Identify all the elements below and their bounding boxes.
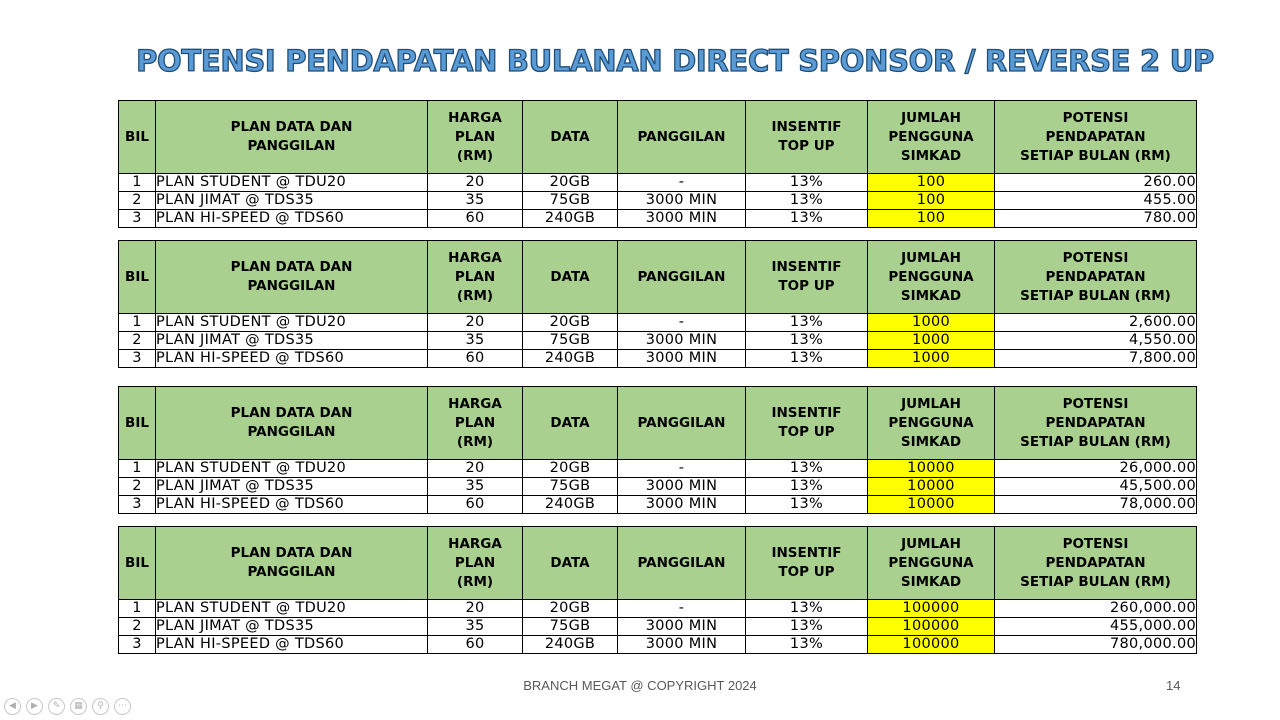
header-jumlah-text: JUMLAH xyxy=(901,249,961,266)
header-jumlah xyxy=(868,101,995,174)
next-slide-icon[interactable]: ▶ xyxy=(26,698,43,715)
cell-potensi: 7,800.00 xyxy=(995,350,1197,368)
header-potensi-text: PENDAPATAN xyxy=(1045,128,1146,145)
cell-harga: 35 xyxy=(428,478,523,496)
cell-plan: PLAN STUDENT @ TDU20 xyxy=(156,460,428,478)
header-potensi-text: POTENSI xyxy=(1062,109,1129,126)
header-data xyxy=(523,101,618,174)
header-potensi xyxy=(995,101,1197,174)
header-panggilan xyxy=(618,527,746,600)
header-jumlah-text: SIMKAD xyxy=(900,147,962,164)
header-insentif xyxy=(746,241,868,314)
table-row xyxy=(119,460,1197,478)
header-plan-text: PANGGILAN xyxy=(247,564,336,580)
header-jumlah-text: SIMKAD xyxy=(900,433,962,450)
table-row xyxy=(119,314,1197,332)
header-bil xyxy=(119,241,156,314)
cell-jumlah-pengguna: 100 xyxy=(868,192,995,210)
cell-jumlah-pengguna: 1000 xyxy=(868,350,995,368)
header-jumlah-text: SIMKAD xyxy=(900,573,962,590)
header-bil-text: BIL xyxy=(125,414,149,431)
header-jumlah-text: PENGGUNA xyxy=(888,268,974,285)
table-row xyxy=(119,496,1197,514)
cell-jumlah-pengguna: 100000 xyxy=(868,600,995,618)
table-row xyxy=(119,332,1197,350)
header-insentif xyxy=(746,527,868,600)
header-data-text: DATA xyxy=(550,268,590,285)
cell-bil: 1 xyxy=(119,460,156,478)
header-panggilan-text: PANGGILAN xyxy=(637,128,726,145)
header-harga-text: PLAN xyxy=(454,268,496,285)
cell-jumlah-pengguna: 10000 xyxy=(868,496,995,514)
table-row xyxy=(119,350,1197,368)
header-harga xyxy=(428,527,523,600)
cell-harga: 60 xyxy=(428,496,523,514)
more-icon[interactable]: ⋯ xyxy=(114,698,131,715)
header-bil xyxy=(119,101,156,174)
cell-bil: 2 xyxy=(119,478,156,496)
cell-jumlah-pengguna: 100 xyxy=(868,174,995,192)
header-jumlah xyxy=(868,241,995,314)
header-plan-text: PLAN DATA DAN xyxy=(230,259,353,275)
header-jumlah-text: PENGGUNA xyxy=(888,128,974,145)
table-header-row xyxy=(119,101,1197,174)
cell-harga: 20 xyxy=(428,174,523,192)
cell-plan: PLAN HI-SPEED @ TDS60 xyxy=(156,636,428,654)
header-potensi-text: POTENSI xyxy=(1062,395,1129,412)
header-potensi-text: SETIAP BULAN (RM) xyxy=(1020,433,1171,450)
header-potensi-text: SETIAP BULAN (RM) xyxy=(1020,147,1171,164)
cell-harga: 60 xyxy=(428,350,523,368)
cell-panggilan: - xyxy=(618,174,746,192)
cell-panggilan: - xyxy=(618,314,746,332)
header-plan xyxy=(156,527,428,600)
cell-jumlah-pengguna: 1000 xyxy=(868,332,995,350)
header-potensi-text: PENDAPATAN xyxy=(1045,554,1146,571)
cell-harga: 20 xyxy=(428,460,523,478)
cell-insentif: 13% xyxy=(746,332,868,350)
header-potensi xyxy=(995,527,1197,600)
cell-bil: 3 xyxy=(119,210,156,228)
cell-data: 75GB xyxy=(523,618,618,636)
header-insentif-text: TOP UP xyxy=(778,278,835,294)
cell-plan: PLAN STUDENT @ TDU20 xyxy=(156,314,428,332)
header-insentif-text: TOP UP xyxy=(778,564,835,580)
cell-insentif: 13% xyxy=(746,636,868,654)
header-insentif xyxy=(746,101,868,174)
cell-bil: 3 xyxy=(119,350,156,368)
table-row xyxy=(119,210,1197,228)
plan-table xyxy=(118,100,1197,228)
header-harga-text: HARGA xyxy=(448,109,502,126)
header-potensi-text: POTENSI xyxy=(1062,535,1129,552)
cell-potensi: 260.00 xyxy=(995,174,1197,192)
cell-data: 20GB xyxy=(523,174,618,192)
pen-icon[interactable]: ✎ xyxy=(48,698,65,715)
header-panggilan-text: PANGGILAN xyxy=(637,554,726,571)
cell-potensi: 455.00 xyxy=(995,192,1197,210)
plan-table xyxy=(118,240,1197,368)
cell-panggilan: 3000 MIN xyxy=(618,210,746,228)
header-harga xyxy=(428,101,523,174)
slides-icon[interactable]: ▦ xyxy=(70,698,87,715)
cell-insentif: 13% xyxy=(746,618,868,636)
cell-data: 20GB xyxy=(523,600,618,618)
page-title: POTENSI PENDAPATAN BULANAN DIRECT SPONSOR / REVERSE 2 UP xyxy=(136,44,1214,78)
table-row xyxy=(119,174,1197,192)
header-plan-text: PANGGILAN xyxy=(247,424,336,440)
header-plan xyxy=(156,101,428,174)
cell-potensi: 780,000.00 xyxy=(995,636,1197,654)
header-panggilan-text: PANGGILAN xyxy=(637,414,726,431)
cell-plan: PLAN JIMAT @ TDS35 xyxy=(156,332,428,350)
zoom-icon[interactable]: ⚲ xyxy=(92,698,109,715)
cell-harga: 20 xyxy=(428,314,523,332)
header-harga-text: HARGA xyxy=(448,395,502,412)
header-harga-text: HARGA xyxy=(448,535,502,552)
header-potensi xyxy=(995,387,1197,460)
header-panggilan xyxy=(618,101,746,174)
header-bil-text: BIL xyxy=(125,128,149,145)
header-plan-text: PLAN DATA DAN xyxy=(230,405,353,421)
slideshow-toolbar xyxy=(4,698,131,715)
cell-insentif: 13% xyxy=(746,210,868,228)
table-row xyxy=(119,636,1197,654)
previous-slide-icon[interactable]: ◀ xyxy=(4,698,21,715)
cell-bil: 1 xyxy=(119,314,156,332)
cell-jumlah-pengguna: 10000 xyxy=(868,478,995,496)
cell-panggilan: - xyxy=(618,600,746,618)
cell-harga: 60 xyxy=(428,636,523,654)
header-jumlah-text: PENGGUNA xyxy=(888,414,974,431)
header-insentif-text: INSENTIF xyxy=(771,259,842,275)
header-potensi-text: PENDAPATAN xyxy=(1045,414,1146,431)
table-row xyxy=(119,600,1197,618)
header-potensi-text: PENDAPATAN xyxy=(1045,268,1146,285)
header-plan-text: PANGGILAN xyxy=(247,278,336,294)
header-jumlah-text: PENGGUNA xyxy=(888,554,974,571)
header-plan xyxy=(156,241,428,314)
header-bil-text: BIL xyxy=(125,268,149,285)
cell-plan: PLAN STUDENT @ TDU20 xyxy=(156,174,428,192)
table-row xyxy=(119,192,1197,210)
cell-plan: PLAN HI-SPEED @ TDS60 xyxy=(156,496,428,514)
cell-data: 75GB xyxy=(523,478,618,496)
cell-potensi: 26,000.00 xyxy=(995,460,1197,478)
header-harga-text: (RM) xyxy=(456,573,494,590)
cell-insentif: 13% xyxy=(746,600,868,618)
cell-insentif: 13% xyxy=(746,460,868,478)
plan-table xyxy=(118,386,1197,514)
cell-harga: 35 xyxy=(428,618,523,636)
header-insentif-text: INSENTIF xyxy=(771,545,842,561)
header-data xyxy=(523,241,618,314)
header-data-text: DATA xyxy=(550,554,590,571)
cell-panggilan: 3000 MIN xyxy=(618,350,746,368)
header-harga-text: (RM) xyxy=(456,147,494,164)
header-harga-text: (RM) xyxy=(456,433,494,450)
header-potensi xyxy=(995,241,1197,314)
cell-potensi: 780.00 xyxy=(995,210,1197,228)
cell-plan: PLAN JIMAT @ TDS35 xyxy=(156,618,428,636)
cell-potensi: 2,600.00 xyxy=(995,314,1197,332)
header-data xyxy=(523,527,618,600)
header-insentif-text: INSENTIF xyxy=(771,119,842,135)
header-harga-text: PLAN xyxy=(454,128,496,145)
table-header-row xyxy=(119,241,1197,314)
header-harga xyxy=(428,387,523,460)
cell-potensi: 78,000.00 xyxy=(995,496,1197,514)
header-jumlah-text: JUMLAH xyxy=(901,395,961,412)
cell-plan: PLAN JIMAT @ TDS35 xyxy=(156,478,428,496)
header-data xyxy=(523,387,618,460)
cell-bil: 3 xyxy=(119,496,156,514)
cell-bil: 2 xyxy=(119,192,156,210)
header-bil xyxy=(119,527,156,600)
table-header-row xyxy=(119,387,1197,460)
cell-jumlah-pengguna: 10000 xyxy=(868,460,995,478)
cell-potensi: 4,550.00 xyxy=(995,332,1197,350)
cell-jumlah-pengguna: 100 xyxy=(868,210,995,228)
header-plan-text: PANGGILAN xyxy=(247,138,336,154)
cell-plan: PLAN HI-SPEED @ TDS60 xyxy=(156,210,428,228)
table-header-row xyxy=(119,527,1197,600)
header-panggilan xyxy=(618,241,746,314)
page-number: 14 xyxy=(1166,678,1181,693)
cell-data: 20GB xyxy=(523,460,618,478)
cell-plan: PLAN HI-SPEED @ TDS60 xyxy=(156,350,428,368)
cell-data: 240GB xyxy=(523,636,618,654)
cell-data: 20GB xyxy=(523,314,618,332)
header-insentif-text: TOP UP xyxy=(778,424,835,440)
header-plan xyxy=(156,387,428,460)
header-jumlah-text: JUMLAH xyxy=(901,535,961,552)
header-panggilan-text: PANGGILAN xyxy=(637,268,726,285)
cell-panggilan: - xyxy=(618,460,746,478)
header-jumlah-text: JUMLAH xyxy=(901,109,961,126)
table-row xyxy=(119,478,1197,496)
cell-data: 240GB xyxy=(523,210,618,228)
cell-harga: 35 xyxy=(428,332,523,350)
cell-insentif: 13% xyxy=(746,350,868,368)
cell-insentif: 13% xyxy=(746,314,868,332)
cell-bil: 2 xyxy=(119,618,156,636)
cell-plan: PLAN JIMAT @ TDS35 xyxy=(156,192,428,210)
header-insentif-text: TOP UP xyxy=(778,138,835,154)
footer-copyright: BRANCH MEGAT @ COPYRIGHT 2024 xyxy=(523,678,757,693)
header-insentif-text: INSENTIF xyxy=(771,405,842,421)
cell-data: 75GB xyxy=(523,332,618,350)
cell-bil: 1 xyxy=(119,600,156,618)
cell-insentif: 13% xyxy=(746,192,868,210)
header-potensi-text: POTENSI xyxy=(1062,249,1129,266)
header-potensi-text: SETIAP BULAN (RM) xyxy=(1020,287,1171,304)
header-jumlah xyxy=(868,387,995,460)
header-jumlah xyxy=(868,527,995,600)
header-data-text: DATA xyxy=(550,414,590,431)
cell-panggilan: 3000 MIN xyxy=(618,618,746,636)
cell-harga: 35 xyxy=(428,192,523,210)
cell-potensi: 455,000.00 xyxy=(995,618,1197,636)
header-harga-text: (RM) xyxy=(456,287,494,304)
header-bil-text: BIL xyxy=(125,554,149,571)
header-jumlah-text: SIMKAD xyxy=(900,287,962,304)
table-row xyxy=(119,618,1197,636)
cell-bil: 1 xyxy=(119,174,156,192)
cell-data: 75GB xyxy=(523,192,618,210)
header-potensi-text: SETIAP BULAN (RM) xyxy=(1020,573,1171,590)
header-plan-text: PLAN DATA DAN xyxy=(230,119,353,135)
header-bil xyxy=(119,387,156,460)
cell-panggilan: 3000 MIN xyxy=(618,636,746,654)
header-harga-text: PLAN xyxy=(454,414,496,431)
cell-panggilan: 3000 MIN xyxy=(618,332,746,350)
cell-jumlah-pengguna: 1000 xyxy=(868,314,995,332)
header-harga-text: PLAN xyxy=(454,554,496,571)
cell-insentif: 13% xyxy=(746,174,868,192)
cell-potensi: 260,000.00 xyxy=(995,600,1197,618)
cell-bil: 2 xyxy=(119,332,156,350)
cell-jumlah-pengguna: 100000 xyxy=(868,636,995,654)
plan-table xyxy=(118,526,1197,654)
cell-harga: 60 xyxy=(428,210,523,228)
cell-insentif: 13% xyxy=(746,496,868,514)
cell-panggilan: 3000 MIN xyxy=(618,192,746,210)
header-harga xyxy=(428,241,523,314)
cell-panggilan: 3000 MIN xyxy=(618,496,746,514)
header-insentif xyxy=(746,387,868,460)
cell-data: 240GB xyxy=(523,350,618,368)
header-panggilan xyxy=(618,387,746,460)
cell-bil: 3 xyxy=(119,636,156,654)
cell-panggilan: 3000 MIN xyxy=(618,478,746,496)
cell-insentif: 13% xyxy=(746,478,868,496)
cell-harga: 20 xyxy=(428,600,523,618)
cell-potensi: 45,500.00 xyxy=(995,478,1197,496)
cell-jumlah-pengguna: 100000 xyxy=(868,618,995,636)
header-data-text: DATA xyxy=(550,128,590,145)
header-plan-text: PLAN DATA DAN xyxy=(230,545,353,561)
cell-data: 240GB xyxy=(523,496,618,514)
cell-plan: PLAN STUDENT @ TDU20 xyxy=(156,600,428,618)
header-harga-text: HARGA xyxy=(448,249,502,266)
